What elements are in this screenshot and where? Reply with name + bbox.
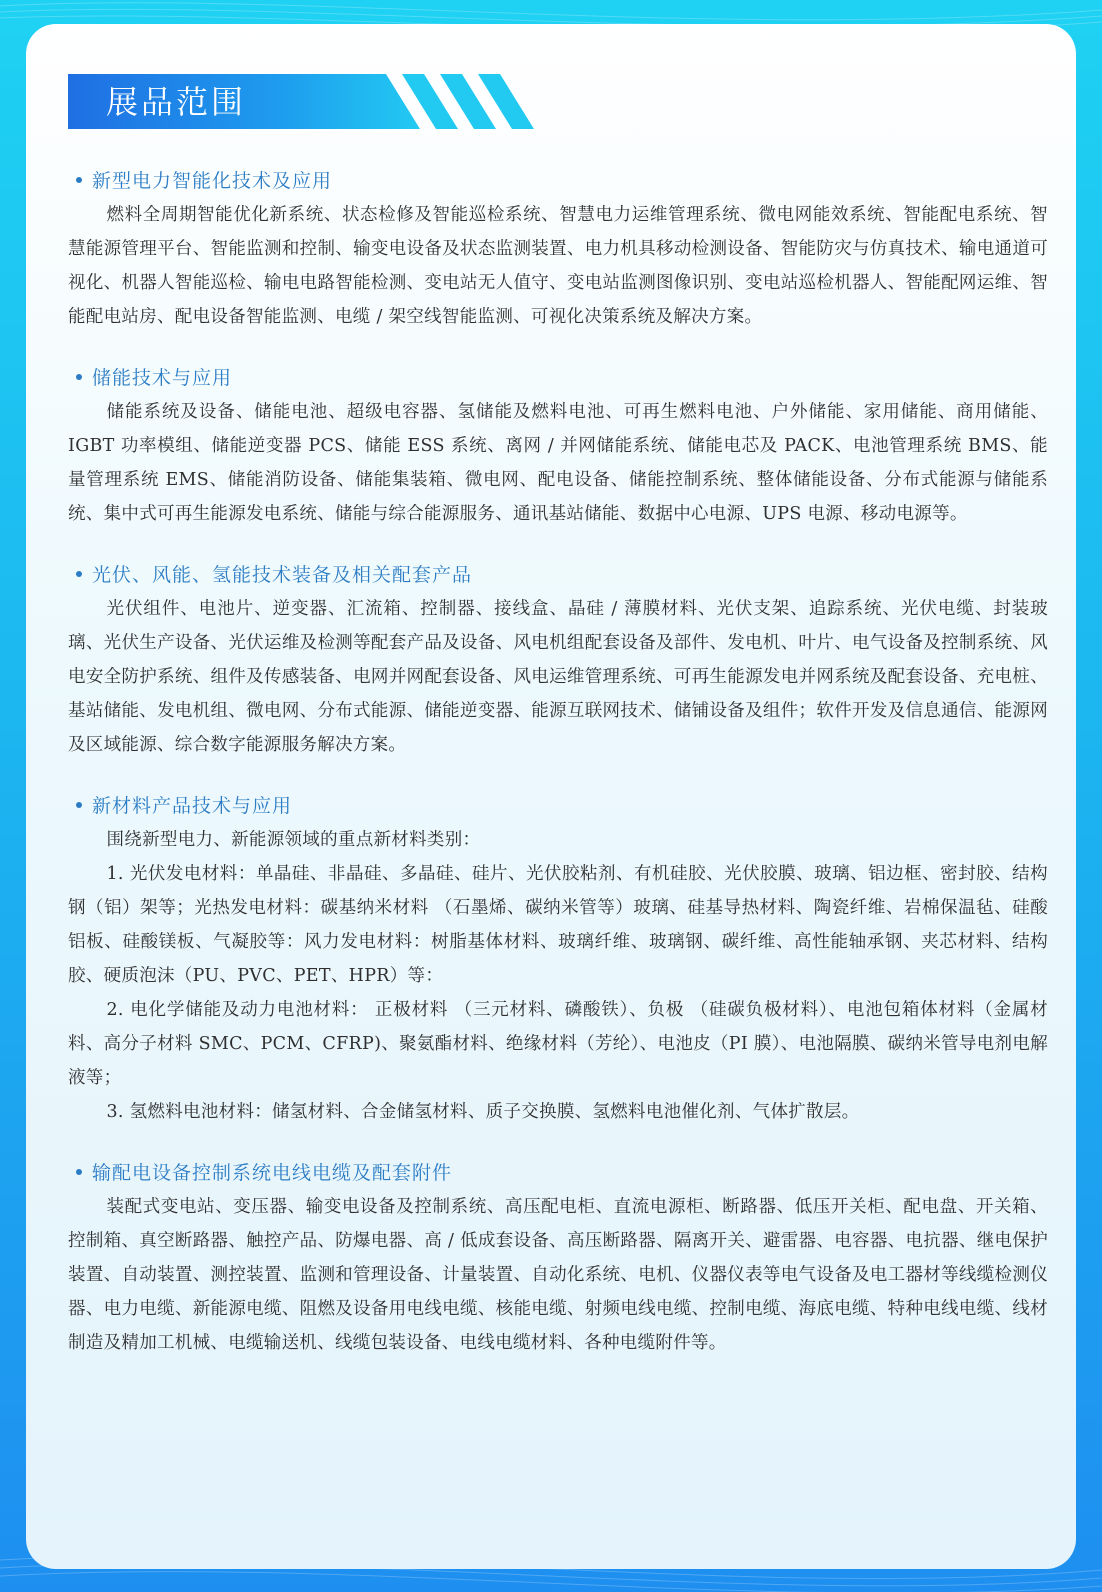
section-paragraph: 围绕新型电力、新能源领域的重点新材料类别： — [106, 830, 481, 850]
section-paragraph: 燃料全周期智能优化新系统、状态检修及智能巡检系统、智慧电力运维管理系统、微电网能效系统、智能配电系统、智慧能源管理平台、智能监测和控制、输变电设备及状态监测装置、电力机具移动检测设备、智能防灾与仿真技术、输电通道可视化、机器人智能巡检、输电电路智能检测、变电站无人值守、变电站监测图像识别、变电站巡检机器人、智能配网运维、智能配电站房、配电设备智能监测、电缆 / 架空线智能监测、可视化决策系统及解决方案。 — [68, 205, 1048, 327]
section-energy-storage — [68, 361, 1048, 531]
section-title — [68, 789, 1048, 823]
exhibit-scope-content — [68, 164, 1048, 1387]
bullet-icon — [76, 571, 82, 577]
section-paragraph: 2. 电化学储能及动力电池材料： 正极材料 （三元材料、磷酸铁）、负极 （硅碳负极材料）、电池包箱体材料（金属材料、高分子材料 SMC、PCM、CFRP)、聚氨酯材料、绝缘材料（芳纶）、电池皮（PI 膜）、电池隔膜、碳纳米管导电剂电解液等； — [68, 1000, 1048, 1088]
content-card — [26, 24, 1076, 1569]
section-paragraph: 3. 氢燃料电池材料：储氢材料、合金储氢材料、质子交换膜、氢燃料电池催化剂、气体扩散层。 — [106, 1102, 860, 1122]
bullet-icon — [76, 177, 82, 183]
section-new-materials — [68, 789, 1048, 1129]
section-title-text: 新材料产品技术与应用 — [92, 795, 293, 817]
section-power-distribution-cables — [68, 1156, 1048, 1360]
section-title-text: 光伏、风能、氢能技术装备及相关配套产品 — [92, 564, 473, 586]
section-title — [68, 558, 1048, 592]
bullet-icon — [76, 374, 82, 380]
section-paragraph: 光伏组件、电池片、逆变器、汇流箱、控制器、接线盒、晶硅 / 薄膜材料、光伏支架、追踪系统、光伏电缆、封装玻璃、光伏生产设备、光伏运维及检测等配套产品及设备、风电机组配套设备及部件、发电机、叶片、电气设备及控制系统、风电安全防护系统、组件及传感装备、电网并网配套设备、风电运维管理系统、可再生能源发电并网系统及配套设备、充电桩、基站储能、发电机组、微电网、分布式能源、储能逆变器、能源互联网技术、储铺设备及组件；软件开发及信息通信、能源网及区域能源、综合数字能源服务解决方案。 — [68, 599, 1048, 755]
bullet-icon — [76, 1169, 82, 1175]
page-title: 展品范围 — [106, 83, 247, 121]
section-title-text: 新型电力智能化技术及应用 — [92, 170, 333, 192]
section-paragraph: 1. 光伏发电材料：单晶硅、非晶硅、多晶硅、硅片、光伏胶粘剂、有机硅胶、光伏胶膜、玻璃、铝边框、密封胶、结构钢（铝）架等；光热发电材料：碳基纳米材料 （石墨烯、碳纳米管等）玻璃、硅基导热材料、陶瓷纤维、岩棉保温毡、硅酸铝板、硅酸镁板、气凝胶等：风力发电材料：树脂基体材料、玻璃纤维、玻璃钢、碳纤维、高性能轴承钢、夹芯材料、结构胶、硬质泡沫（PU、PVC、PET、HPR）等： — [68, 864, 1048, 986]
section-title — [68, 164, 1048, 198]
section-pv-wind-hydrogen — [68, 558, 1048, 762]
section-smart-power — [68, 164, 1048, 334]
section-title-text: 输配电设备控制系统电线电缆及配套附件 — [92, 1162, 453, 1184]
section-paragraph: 装配式变电站、变压器、输变电设备及控制系统、高压配电柜、直流电源柜、断路器、低压开关柜、配电盘、开关箱、控制箱、真空断路器、触控产品、防爆电器、高 / 低成套设备、高压断路器、隔离开关、避雷器、电容器、电抗器、继电保护装置、自动装置、测控装置、监测和管理设备、计量装置、自动化系统、电机、仪器仪表等电气设备及电工器材等线缆检测仪器、电力电缆、新能源电缆、阻燃及设备用电线电缆、核能电缆、射频电线电缆、控制电缆、海底电缆、特种电线电缆、线材制造及精加工机械、电缆输送机、线缆包装设备、电线电缆材料、各种电缆附件等。 — [68, 1197, 1048, 1353]
bullet-icon — [76, 802, 82, 808]
section-title — [68, 361, 1048, 395]
section-paragraph: 储能系统及设备、储能电池、超级电容器、氢储能及燃料电池、可再生燃料电池、户外储能、家用储能、商用储能、IGBT 功率模组、储能逆变器 PCS、储能 ESS 系统、离网 / 并网储能系统、储能电芯及 PACK、电池管理系统 BMS、能量管理系统 EMS、储能消防设备、储能集装箱、微电网、配电设备、储能控制系统、整体储能设备、分布式能源与储能系统、集中式可再生能源发电系统、储能与综合能源服务、通讯基站储能、数据中心电源、UPS 电源、移动电源等。 — [68, 402, 1048, 524]
section-title — [68, 1156, 1048, 1190]
section-title-text: 储能技术与应用 — [92, 367, 233, 389]
section-banner — [68, 74, 538, 129]
